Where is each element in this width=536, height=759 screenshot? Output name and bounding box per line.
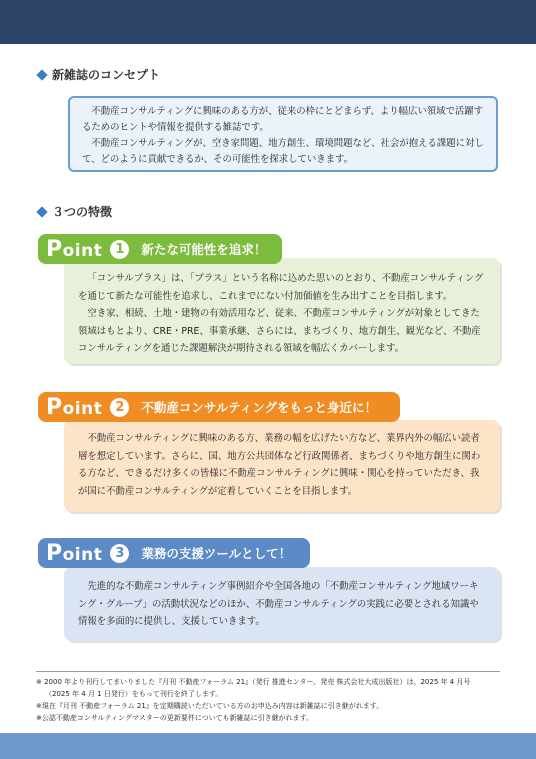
footnotes bbox=[36, 676, 506, 724]
point-2-title: 不動産コンサルティングをもっと身近に！ bbox=[141, 400, 378, 415]
point-1-tab bbox=[38, 234, 282, 264]
point-2-paragraph: 不動産コンサルティングに興味のある方、業務の幅を広げたい方など、業界内外の幅広い読者層を想定しています。さらに、国、地方公共団体など行政関係者、まちづくりや地方創生に関わる方など、できるだけ多くの皆様に不動産コンサルティングに興味・関心を持っていただき、我が国に不動産コンサルティングが定着していくことを目指します。 bbox=[78, 433, 481, 497]
footnote-3: ※公認不動産コンサルティングマスターの更新要件についても新雑誌に引き継がれます。 bbox=[36, 714, 314, 722]
footnote-2: ※現在『月刊 不動産フォーラム 21』を定期購読いただいている方のお申込み内容は新雑誌に引き継がれます。 bbox=[36, 702, 384, 710]
point-label: Point bbox=[46, 394, 103, 420]
point-1-paragraph: 「コンサルプラス」は、「プラス」という名称に込めた思いのとおり、不動産コンサルティングを通じて新たな可能性を追求し、これまでにない付加価値を生み出すことを目指します。 bbox=[78, 273, 484, 302]
point-1-box bbox=[64, 258, 500, 364]
concept-box bbox=[68, 96, 498, 172]
footnote-1-continued: （2025 年 4 月 1 日発行）をもって刊行を終了します。 bbox=[45, 690, 223, 698]
concept-heading-text: 新雑誌のコンセプト bbox=[52, 68, 161, 82]
point-1-paragraph: 空き家、相続、土地・建物の有効活用など、従来、不動産コンサルティングが対象としてきた領域はもとより、CRE・PRE、事業承継、さらには、まちづくり、地方創生、観光など、不動産コンサルティングを通じた課題解決が期待される領域を幅広くカバーします。 bbox=[78, 308, 481, 354]
point-number-badge: 2 bbox=[110, 398, 129, 417]
point-2-box bbox=[64, 420, 500, 512]
point-number-badge: 3 bbox=[110, 544, 129, 563]
features-heading-text: ３つの特徴 bbox=[52, 205, 113, 219]
point-3-box bbox=[64, 567, 500, 641]
point-2-tab bbox=[38, 392, 400, 422]
features-heading bbox=[38, 203, 112, 220]
diamond-bullet-icon bbox=[36, 206, 47, 217]
point-3-paragraph: 先進的な不動産コンサルティング事例紹介や全国各地の「不動産コンサルティング地域ワーキング・グループ」の活動状況などのほか、不動産コンサルティングの実践に必要とされる知識や情報を多面的に提供し、支援していきます。 bbox=[78, 581, 479, 627]
footer-bar bbox=[0, 733, 536, 759]
concept-paragraph: 不動産コンサルティングが、空き家問題、地方創生、環境問題など、社会が抱える課題に対して、どのように貢献できるか、その可能性を探求していきます。 bbox=[82, 138, 484, 165]
concept-heading bbox=[38, 66, 160, 83]
point-3-title: 業務の支援ツールとして！ bbox=[141, 546, 292, 561]
footnote-1: ※ 2000 年より刊行してまいりました『月刊 不動産フォーラム 21』（発行 推進センター、発売 株式会社大成出版社）は、2025 年 4 月号 bbox=[36, 678, 471, 686]
diamond-bullet-icon bbox=[36, 69, 47, 80]
point-3-tab bbox=[38, 538, 310, 568]
header-bar bbox=[0, 0, 536, 44]
point-label: Point bbox=[46, 540, 103, 566]
point-label: Point bbox=[46, 236, 103, 262]
footnote-divider bbox=[36, 671, 500, 672]
point-1-title: 新たな可能性を追求！ bbox=[141, 242, 267, 257]
point-number-badge: 1 bbox=[110, 240, 129, 259]
concept-paragraph: 不動産コンサルティングに興味のある方が、従来の枠にとどまらず、より幅広い領域で活躍するためのヒントや情報を提供する雑誌です。 bbox=[82, 106, 483, 133]
